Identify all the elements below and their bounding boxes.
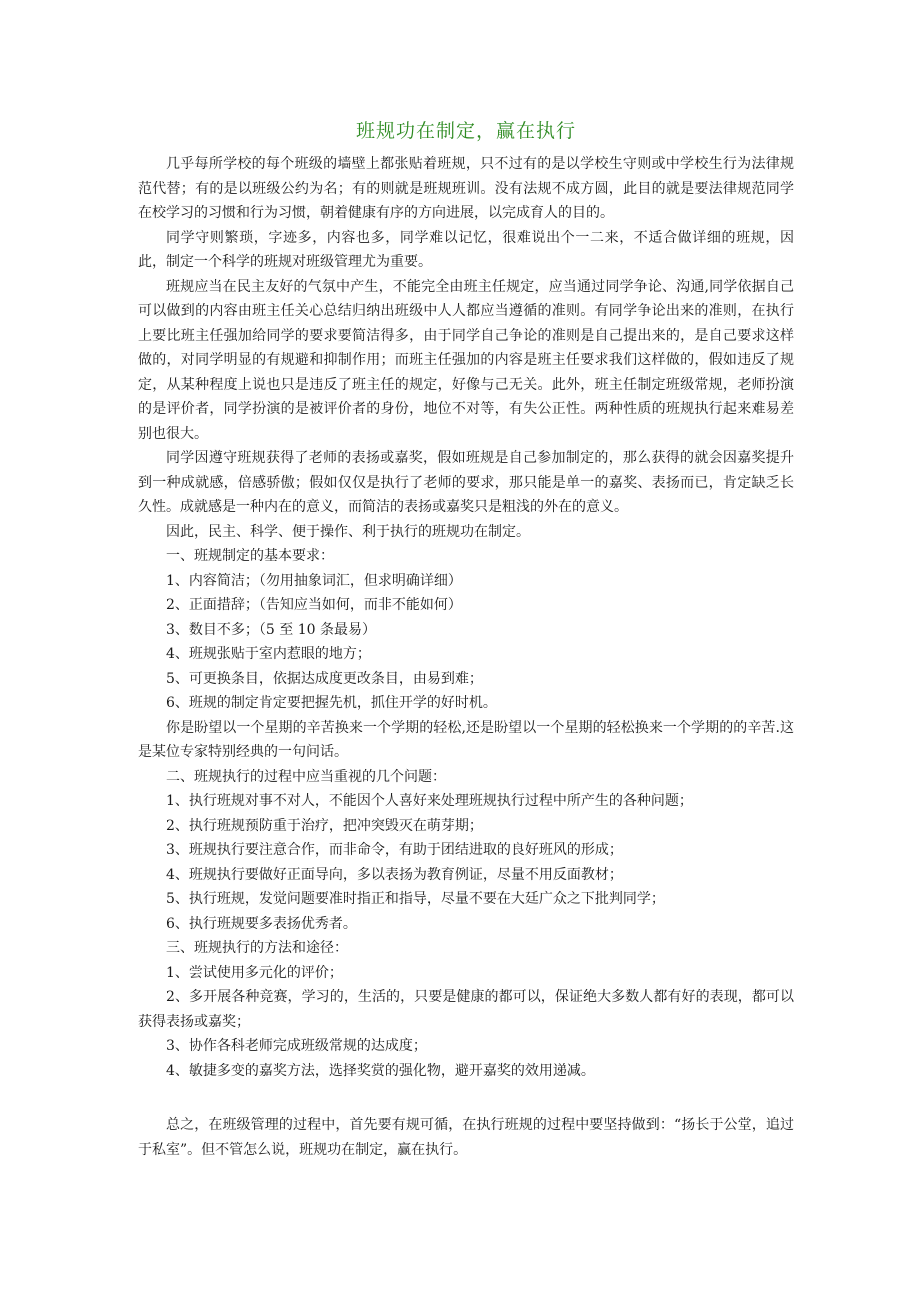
list-item: 6、班规的制定肯定要把握先机，抓住开学的好时机。 [166,695,497,711]
list-item: 3、数目不多；（5 至 10 条最易） [166,621,376,638]
list-item: 3、班规执行要注意合作，而非命令，有助于团结进取的良好班风的形成； [166,842,623,858]
closing-paragraph: 总之，在班级管理的过程中，首先要有规可循，在执行班规的过程中要坚持做到：“扬长于公堂，追过于私室”。但不管怎么说，班规功在制定，赢在执行。 [138,1117,794,1158]
section-heading: 一、班规制定的基本要求： [166,548,334,564]
list-item: 3、协作各科老师完成班级常规的达成度； [166,1038,427,1054]
list-item: 2、正面措辞；（告知应当如何，而非不能如何） [166,597,462,613]
list-item: 5、执行班规，发觉问题要准时指正和指导，尽量不要在大廷广众之下批判同学； [166,891,665,907]
list-item: 1、执行班规对事不对人，不能因个人喜好来处理班规执行过程中所产生的各种问题； [166,793,693,809]
document-body [138,116,794,1162]
section-heading: 三、班规执行的方法和途径： [166,940,348,956]
list-item: 6、执行班规要多表扬优秀者。 [166,915,357,932]
document-title: 班规功在制定，赢在执行 [355,120,576,142]
list-item: 4、敏捷多变的嘉奖方法，选择奖赏的强化物，避开嘉奖的效用递减。 [166,1062,595,1079]
list-item: 5、可更换条目，依据达成度更改条目，由易到难； [166,670,483,687]
paragraph: 同学守则繁琐，字迹多，内容也多，同学难以记忆，很难说出个一二来，不适合做详细的班规，因此，制定一个科学的班规对班级管理尤为重要。 [138,229,794,270]
list-item: 1、尝试使用多元化的评价； [166,964,343,981]
paragraph: 几乎每所学校的每个班级的墙壁上都张贴着班规，只不过有的是以学校生守则或中学校生行为法律规范代替；有的是以班级公约为名；有的则就是班规班训。没有法规不成方圆，此目的就是要法律规范同学在校学习的习惯和行为习惯，朝着健康有序的方向进展，以完成育人的目的。 [138,156,794,221]
paragraph: 同学因遵守班规获得了老师的表扬或嘉奖，假如班规是自己参加制定的，那么获得的就会因嘉奖提升到一种成就感，倍感骄傲；假如仅仅是执行了老师的要求，那只能是单一的嘉奖、表扬而已，肯定缺乏长久性。成就感是一种内在的意义，而简洁的表扬或嘉奖只是粗浅的外在的意义。 [138,450,794,515]
list-item: 2、执行班规预防重于治疗，把冲突毁灭在萌芽期； [166,817,483,834]
paragraph-spacer [138,1083,794,1113]
list-item: 4、班规张贴于室内惹眼的地方； [166,646,371,662]
paragraph: 因此，民主、科学、便于操作、利于执行的班规功在制定。 [166,523,530,540]
list-item: 4、班规执行要做好正面导向，多以表扬为教育例证，尽量不用反面教材； [166,866,623,883]
paragraph: 班规应当在民主友好的气氛中产生，不能完全由班主任规定，应当通过同学争论、沟通,同学依据自己可以做到的内容由班主任关心总结归纳出班级中人人都应当遵循的准则。有同学争论出来的准则，在执行上要比班主任强加给同学的要求要简洁得多，由于同学自己争论的准则是自己提出来的，是自己要求这样做的，对同学明显的有规避和抑制作用；而班主任强加的内容是班主任要求我们这样做的，假如违反了规定，从某种程度上说也只是违反了班主任的规定，好像与己无关。此外，班主任制定班级常规，老师扮演的是评价者，同学扮演的是被评价者的身份，地位不对等，有失公正性。两种性质的班规执行起来难易差别也很大。 [138,278,794,442]
section-heading: 二、班规执行的过程中应当重视的几个问题： [166,768,446,785]
list-item: 1、内容简洁；（勿用抽象词汇，但求明确详细） [166,572,462,589]
list-item: 2、多开展各种竞赛，学习的，生活的，只要是健康的都可以，保证绝大多数人都有好的表现，都可以获得表扬或嘉奖； [138,989,794,1030]
paragraph: 你是盼望以一个星期的辛苦换来一个学期的轻松,还是盼望以一个星期的轻松换来一个学期的的辛苦.这是某位专家特别经典的一句问话。 [138,719,794,760]
